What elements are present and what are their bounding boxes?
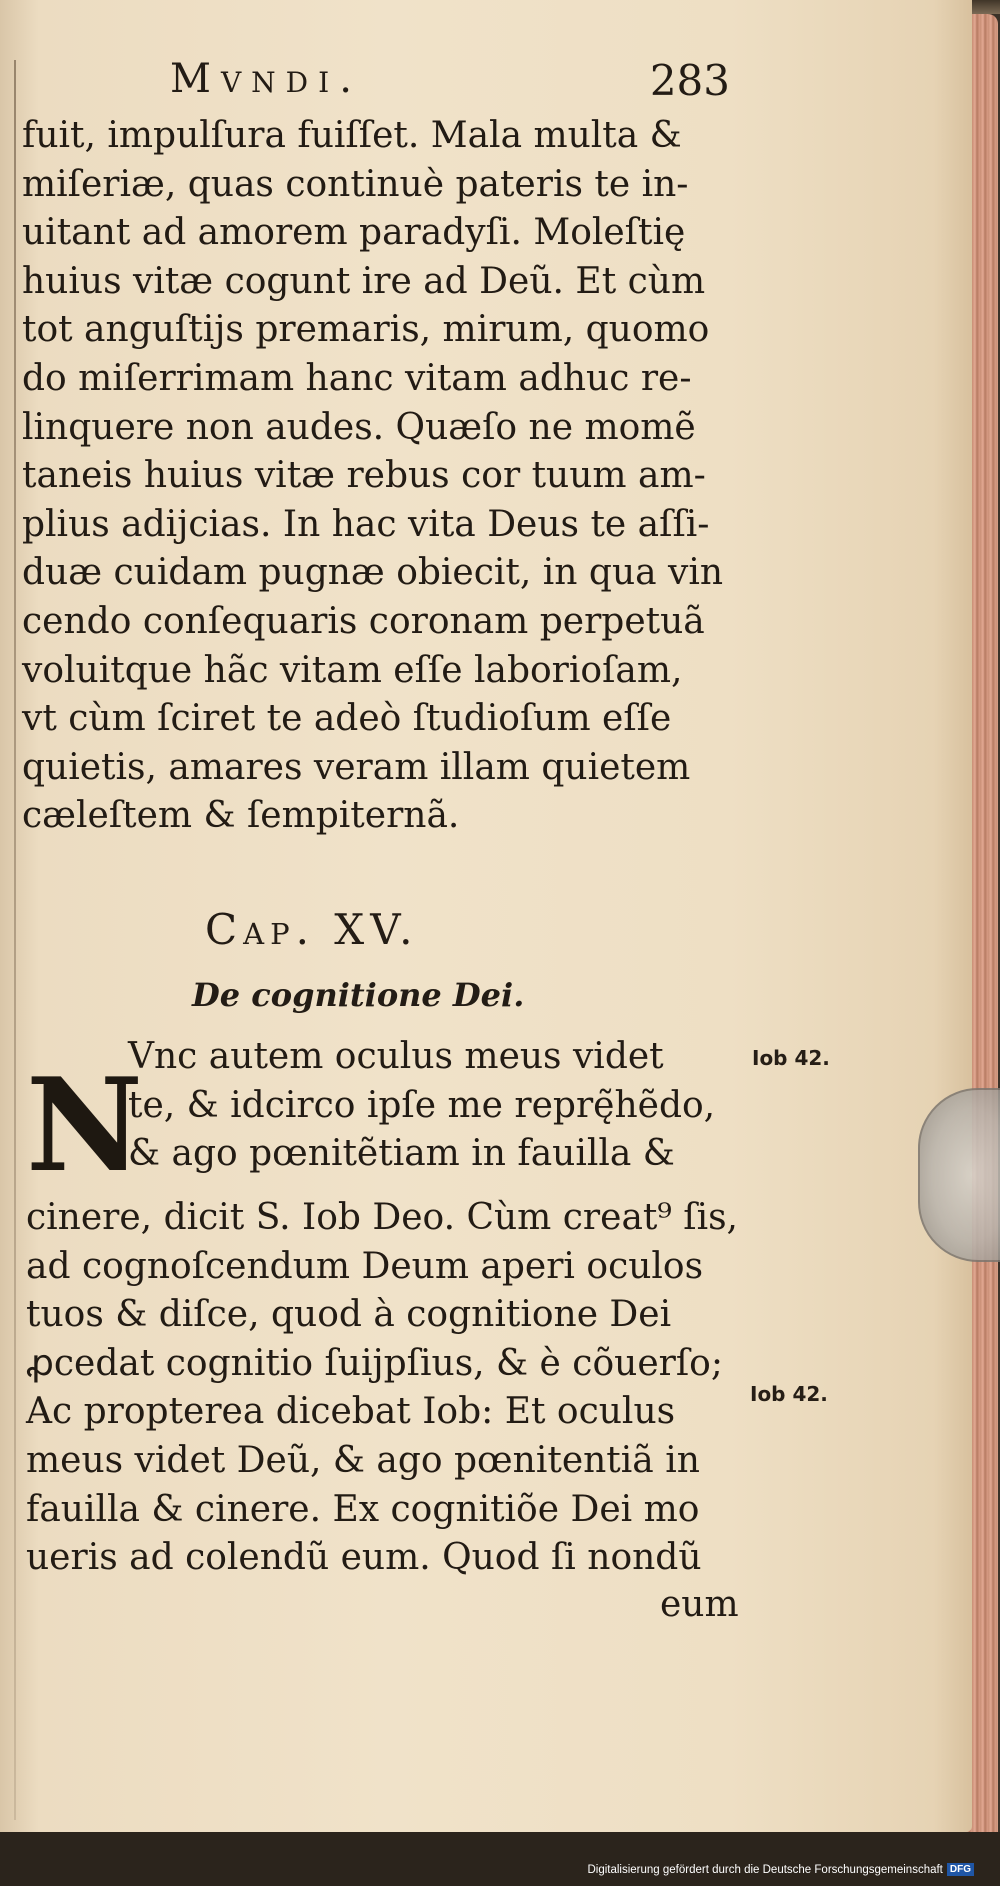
catchword: eum: [660, 1584, 739, 1625]
margin-note: Iob 42.: [752, 1046, 830, 1070]
chapter-heading: Cap. XV.: [205, 905, 419, 954]
text-line: tot anguſtijs premaris, mirum, quomo: [22, 309, 710, 351]
text-line: ad cognoſcendum Deum aperi oculos: [26, 1245, 704, 1287]
text-line: meus videt Deũ, & ago pœnitentiã in: [26, 1439, 700, 1481]
text-block-indented: [128, 1030, 748, 1176]
text-line: & ago pœnitẽtiam in fauilla &: [128, 1133, 675, 1175]
text-line: ueris ad colendũ eum. Quod ſi nondũ: [26, 1537, 702, 1579]
text-line: plius adijcias. In hac vita Deus te aſſi-: [22, 503, 710, 545]
text-line: cinere, dicit S. Iob Deo. Cùm creat⁹ ſis,: [26, 1197, 739, 1238]
footer-credit-text: Digitalisierung gefördert durch die Deutsche Forschungsgemeinschaft: [587, 1863, 943, 1876]
text-line: cæleſtem & ſempiternã.: [22, 795, 460, 837]
text-line: taneis huius vitæ rebus cor tuum am-: [22, 455, 706, 497]
text-line: duæ cuidam pugnæ obiecit, in qua vin: [22, 552, 724, 594]
text-line: Ac propterea dicebat Iob: Et oculus: [26, 1391, 676, 1433]
text-line: linquere non audes. Quæſo ne momẽ: [22, 406, 696, 448]
text-block-top: [22, 112, 742, 841]
text-line: cendo conſequaris coronam perpetuã: [22, 600, 705, 642]
text-line: Vnc autem oculus meus videt: [128, 1036, 664, 1077]
text-line: voluitque hãc vitam eſſe laborioſam,: [22, 649, 683, 691]
chapter-subtitle: De cognitione Dei.: [192, 976, 525, 1014]
clasp-ring: [918, 1088, 1000, 1262]
margin-note: Iob 42.: [750, 1382, 828, 1406]
text-line: do miſerrimam hanc vitam adhuc re-: [22, 357, 692, 399]
dropcap-initial: N: [26, 1051, 143, 1201]
scan-bottom-band: [0, 1832, 1000, 1886]
page-number: 283: [649, 56, 730, 105]
text-line: tuos & diſce, quod à cognitione Dei: [26, 1294, 672, 1336]
text-line: quietis, amares veram illam quietem: [22, 746, 691, 788]
text-line: ꝓcedat cognitio ſuijpſius, & è cõuerſo;: [26, 1342, 723, 1384]
text-line: uitant ad amorem paradyſi. Moleſtię: [22, 212, 686, 254]
running-head: Mvndi.: [170, 56, 362, 102]
text-line: fauilla & cinere. Ex cognitiõe Dei mo: [26, 1488, 700, 1530]
text-block-bottom: [26, 1192, 756, 1581]
text-line: te, & idcirco ipſe me reprę̃hẽdo,: [128, 1084, 716, 1126]
dfg-logo: DFG: [947, 1863, 974, 1876]
text-line: huius vitæ cogunt ire ad Deũ. Et cùm: [22, 260, 706, 302]
page-header: [170, 56, 730, 116]
text-line: vt cùm ſciret te adeò ſtudioſum eſſe: [22, 698, 672, 740]
text-line: miſeriæ, quas continuè pateris te in-: [22, 163, 689, 205]
footer-credit: [587, 1863, 974, 1876]
text-line: fuit, impulſura fuiſſet. Mala multa &: [22, 115, 682, 156]
gutter-shadow: [14, 60, 16, 1820]
